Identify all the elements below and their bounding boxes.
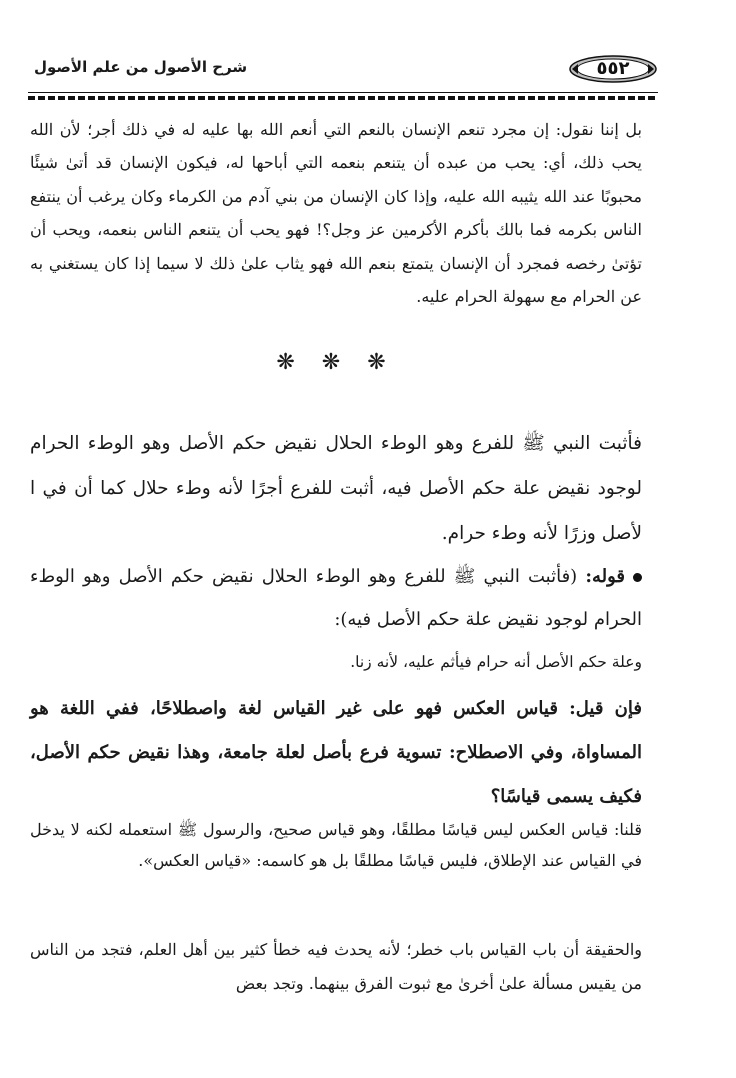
paragraph-3-lead: قوله: xyxy=(585,566,625,587)
paragraph-7: والحقيقة أن باب القياس باب خطر؛ لأنه يحدث فيه خطأ كثير بين أهل العلم، فتجد من الناس من يقيس مسألة علىٰ أخرىٰ مع ثبوت الفرق بينهما. وتجد بعض xyxy=(30,940,642,993)
header-divider xyxy=(28,92,658,104)
paragraph-3 xyxy=(30,555,642,641)
section-separator: ❋ ❋ ❋ xyxy=(276,350,396,375)
bullet-icon xyxy=(633,573,642,582)
book-title: شرح الأصول من علم الأصول xyxy=(34,58,248,76)
paragraph-6: قلنا: قياس العكس ليس قياسًا مطلقًا، وهو قياس صحيح، والرسول ﷺ استعمله لكنه لا يدخل في القياس عند الإطلاق، فليس قياسًا مطلقًا بل هو كاسمه: «قياس العكس». xyxy=(30,820,642,870)
page-number: ٥٥٢ xyxy=(596,58,630,79)
paragraph-5: فإن قيل: قياس العكس فهو على غير القياس لغة واصطلاحًا، ففي اللغة هو المساواة، وفي الاصطلاح: تسوية فرع بأصل لعلة جامعة، وهذا نقيض حكم الأصل، فكيف يسمى قياسًا؟ xyxy=(30,698,642,807)
paragraph-3-text: (فأثبت النبي ﷺ للفرع وهو الوطء الحلال نقيض حكم الأصل وهو الوطء الحرام لوجود نقيض علة حكم الأصل فيه): xyxy=(30,566,642,630)
paragraph-4: وعلة حكم الأصل أنه حرام فيأثم عليه، لأنه زنا. xyxy=(350,653,642,671)
page-header xyxy=(28,52,658,92)
paragraph-2: فأثبت النبي ﷺ للفرع وهو الوطء الحلال نقيض حكم الأصل وهو الوطء الحرام لوجود نقيض علة حكم الأصل فيه، أثبت للفرع أجرًا لأنه وطء حلال كما أن في ا لأصل وزرًا لأنه وطء حرام. xyxy=(30,433,642,544)
page-number-badge xyxy=(568,54,658,84)
paragraph-1: بل إننا نقول: إن مجرد تنعم الإنسان بالنعم التي أنعم الله بها عليه له في ذلك أجر؛ لأن الله يحب ذلك، أي: يحب من عبده أن يتنعم بنعمه التي أباحها له، فيكون الإنسان قد أتىٰ شيئًا محبوبًا عند الله يثيبه الله عليه، وإذا كان الإنسان من بني آدم من الكرماء وكان يرغب أن ينتفع الناس بكرمه فما بالك بأكرم الأكرمين عز وجل؟! فهو يحب أن يتنعم الناس بنعمه، ويحب أن تؤتىٰ رخصه فمجرد أن الإنسان يتمتع بنعم الله فهو يثاب علىٰ ذلك لا سيما إذا كان يستغني به عن الحرام مع سهولة الحرام عليه. xyxy=(30,120,642,307)
